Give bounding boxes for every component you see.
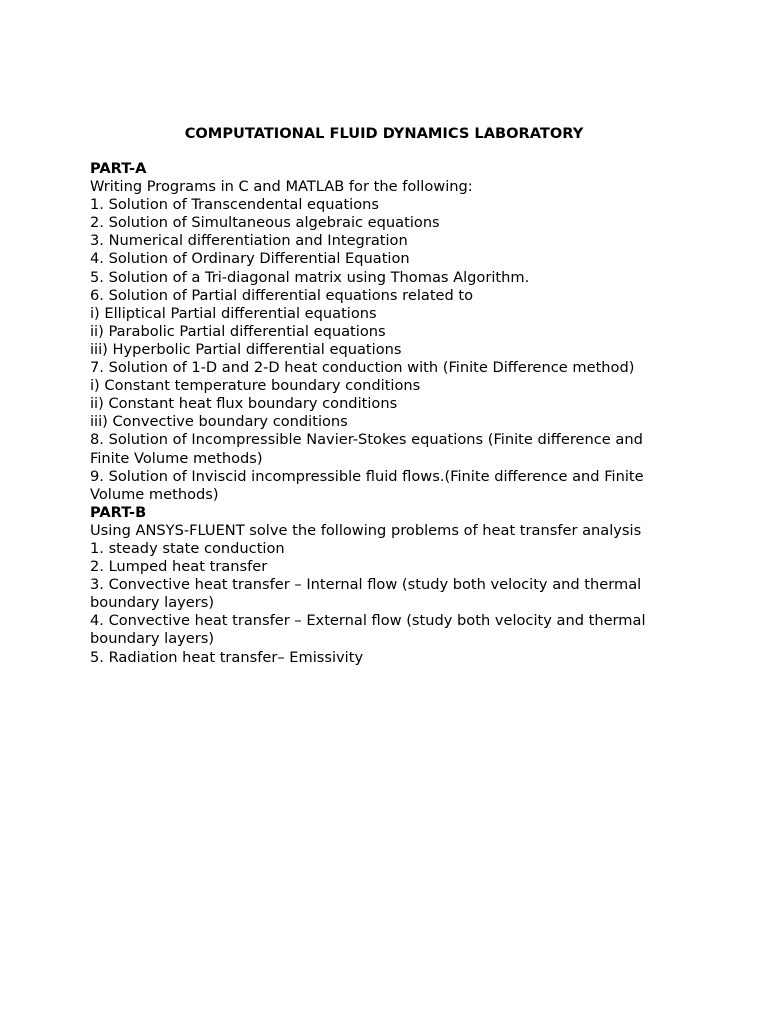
document-body bbox=[90, 160, 680, 667]
part-a-subitem: iii) Convective boundary conditions bbox=[90, 413, 348, 431]
part-a-subitem: iii) Hyperbolic Partial differential equations bbox=[90, 340, 402, 358]
part-a-item: 5. Solution of a Tri-diagonal matrix using Thomas Algorithm. bbox=[90, 268, 530, 286]
part-a-item: 4. Solution of Ordinary Differential Equation bbox=[90, 250, 410, 268]
part-a-item: 7. Solution of 1-D and 2-D heat conduction with (Finite Difference method) bbox=[90, 359, 635, 377]
part-a-intro: Writing Programs in C and MATLAB for the following: bbox=[90, 178, 473, 196]
part-a-item: 9. Solution of Inviscid incompressible fluid flows.(Finite difference and Finite Volume methods) bbox=[90, 467, 644, 503]
part-a-subitem: i) Elliptical Partial differential equations bbox=[90, 304, 377, 322]
part-a-item: 8. Solution of Incompressible Navier-Stokes equations (Finite difference and Finite Volume methods) bbox=[90, 431, 643, 467]
document-title: COMPUTATIONAL FLUID DYNAMICS LABORATORY bbox=[184, 125, 584, 142]
part-b-item: 1. steady state conduction bbox=[90, 539, 285, 557]
part-b-intro: Using ANSYS-FLUENT solve the following problems of heat transfer analysis bbox=[90, 521, 642, 539]
part-a-subitem: i) Constant temperature boundary conditions bbox=[90, 377, 421, 395]
part-a-item: 2. Solution of Simultaneous algebraic equations bbox=[90, 214, 440, 232]
part-b-item: 3. Convective heat transfer – Internal flow (study both velocity and thermal boundary layers) bbox=[90, 576, 642, 612]
part-b-heading: PART-B bbox=[90, 503, 147, 521]
part-a-subitem: ii) Parabolic Partial differential equations bbox=[90, 322, 386, 340]
part-a-item: 3. Numerical differentiation and Integration bbox=[90, 232, 408, 250]
part-a-heading: PART-A bbox=[90, 160, 147, 177]
part-a-subitem: ii) Constant heat flux boundary conditions bbox=[90, 395, 398, 413]
part-b-item: 2. Lumped heat transfer bbox=[90, 558, 268, 576]
part-b-item: 4. Convective heat transfer – External flow (study both velocity and thermal boundary layers) bbox=[90, 612, 646, 648]
part-a-item: 6. Solution of Partial differential equations related to bbox=[90, 286, 474, 304]
part-b-item: 5. Radiation heat transfer– Emissivity bbox=[90, 648, 364, 666]
part-a-item: 1. Solution of Transcendental equations bbox=[90, 196, 380, 214]
